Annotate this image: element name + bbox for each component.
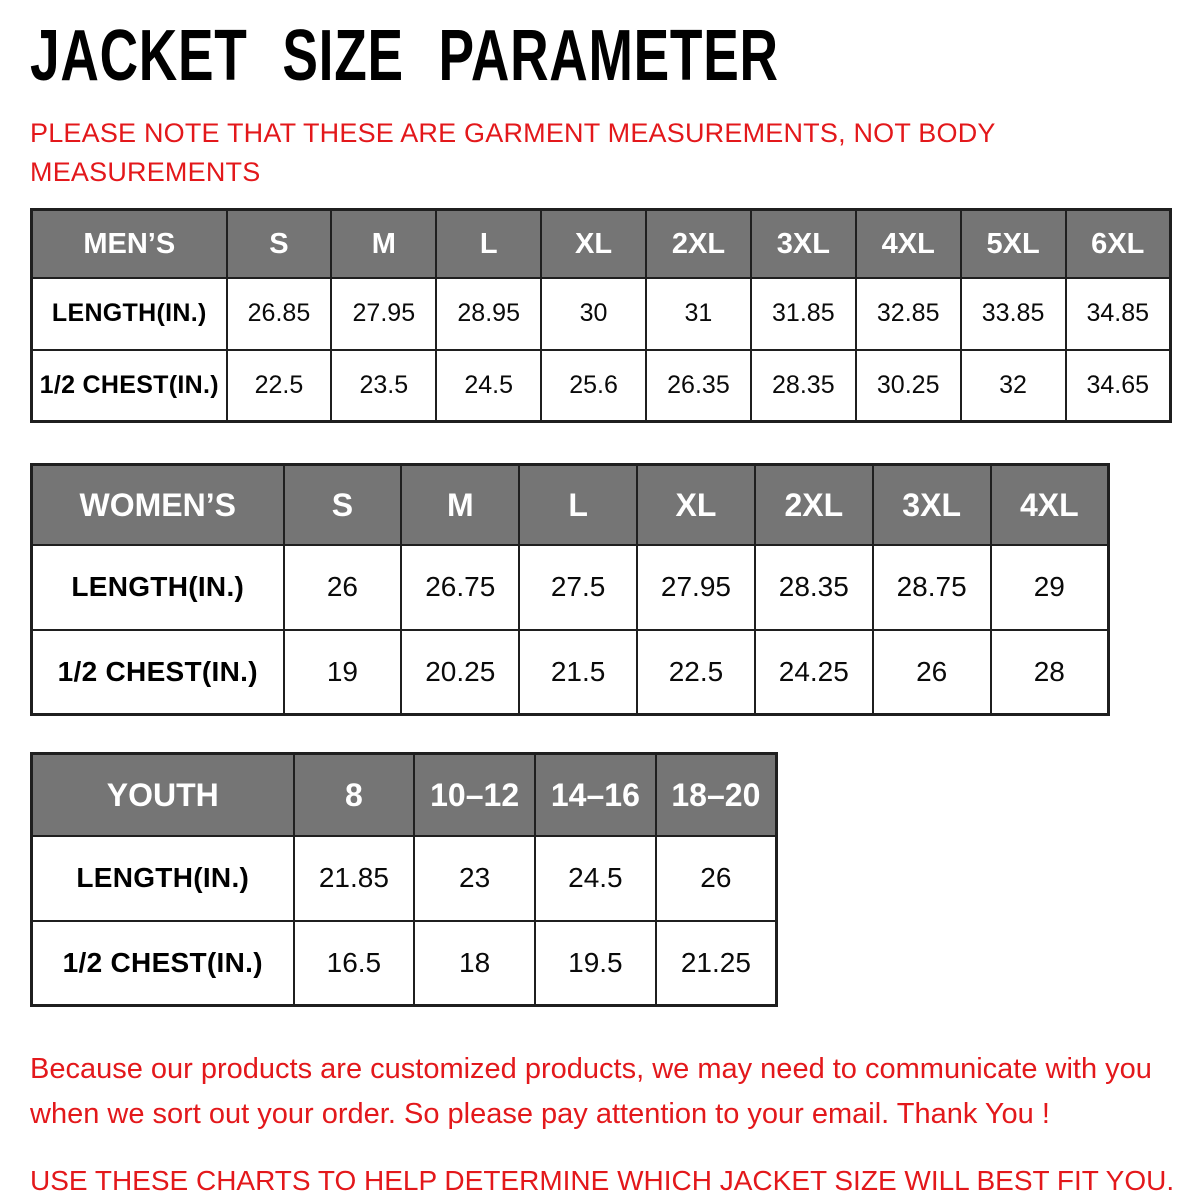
womens-size-header-4: 2XL <box>755 465 873 545</box>
womens-table-body <box>32 545 1109 715</box>
measurement-note-line-1: PLEASE NOTE THAT THESE ARE GARMENT MEASUREMENTS, NOT BODY <box>30 118 996 148</box>
youth-group-label: YOUTH <box>32 754 294 836</box>
youth-row-label-0: LENGTH(IN.) <box>32 836 294 921</box>
youth-value-1-0: 16.5 <box>294 921 415 1006</box>
womens-value-0-4: 28.35 <box>755 545 873 630</box>
mens-size-table <box>30 208 1172 423</box>
mens-value-0-5: 31.85 <box>751 278 856 350</box>
youth-value-0-2: 24.5 <box>535 836 656 921</box>
womens-size-header-2: L <box>519 465 637 545</box>
page-title: JACKET SIZE PARAMETER <box>30 16 779 96</box>
youth-header-row <box>32 754 777 836</box>
mens-size-header-4: 2XL <box>646 210 751 278</box>
mens-data-row-0 <box>32 278 1171 350</box>
womens-table-header <box>32 465 1109 545</box>
womens-value-0-0: 26 <box>284 545 402 630</box>
mens-row-label-0: LENGTH(IN.) <box>32 278 227 350</box>
mens-value-1-4: 26.35 <box>646 350 751 422</box>
youth-value-0-1: 23 <box>414 836 535 921</box>
womens-size-table <box>30 463 1110 716</box>
womens-value-0-2: 27.5 <box>519 545 637 630</box>
youth-size-header-1: 10–12 <box>414 754 535 836</box>
youth-data-row-0 <box>32 836 777 921</box>
mens-value-0-3: 30 <box>541 278 646 350</box>
mens-value-0-8: 34.85 <box>1066 278 1171 350</box>
mens-size-header-7: 5XL <box>961 210 1066 278</box>
mens-size-header-5: 3XL <box>751 210 856 278</box>
customization-note <box>30 1047 1170 1137</box>
womens-size-header-6: 4XL <box>991 465 1109 545</box>
mens-data-row-1 <box>32 350 1171 422</box>
mens-size-header-6: 4XL <box>856 210 961 278</box>
mens-value-0-4: 31 <box>646 278 751 350</box>
womens-value-0-1: 26.75 <box>401 545 519 630</box>
youth-size-header-2: 14–16 <box>535 754 656 836</box>
womens-value-0-6: 29 <box>991 545 1109 630</box>
mens-value-1-2: 24.5 <box>436 350 541 422</box>
mens-value-1-8: 34.65 <box>1066 350 1171 422</box>
mens-value-0-2: 28.95 <box>436 278 541 350</box>
womens-value-1-0: 19 <box>284 630 402 715</box>
womens-group-label: WOMEN’S <box>32 465 284 545</box>
youth-value-1-1: 18 <box>414 921 535 1006</box>
womens-value-1-2: 21.5 <box>519 630 637 715</box>
mens-value-1-3: 25.6 <box>541 350 646 422</box>
mens-size-header-8: 6XL <box>1066 210 1171 278</box>
youth-size-header-3: 18–20 <box>656 754 777 836</box>
womens-data-row-0 <box>32 545 1109 630</box>
womens-size-header-0: S <box>284 465 402 545</box>
mens-table-body <box>32 278 1171 422</box>
womens-header-row <box>32 465 1109 545</box>
measurement-note <box>30 114 1170 192</box>
mens-size-header-1: M <box>331 210 436 278</box>
mens-value-1-7: 32 <box>961 350 1066 422</box>
womens-size-header-1: M <box>401 465 519 545</box>
youth-table-body <box>32 836 777 1006</box>
mens-value-1-0: 22.5 <box>227 350 332 422</box>
mens-size-header-0: S <box>227 210 332 278</box>
womens-value-1-6: 28 <box>991 630 1109 715</box>
womens-value-0-5: 28.75 <box>873 545 991 630</box>
mens-value-0-1: 27.95 <box>331 278 436 350</box>
womens-value-0-3: 27.95 <box>637 545 755 630</box>
youth-row-label-1: 1/2 CHEST(IN.) <box>32 921 294 1006</box>
customization-note-line-1: Because our products are customized products, we may need to communicate with you <box>30 1053 1152 1086</box>
mens-table-header <box>32 210 1171 278</box>
womens-row-label-1: 1/2 CHEST(IN.) <box>32 630 284 715</box>
youth-value-1-2: 19.5 <box>535 921 656 1006</box>
usage-note: USE THESE CHARTS TO HELP DETERMINE WHICH JACKET SIZE WILL BEST FIT YOU. <box>30 1165 1175 1197</box>
womens-size-header-3: XL <box>637 465 755 545</box>
mens-value-1-5: 28.35 <box>751 350 856 422</box>
youth-size-header-0: 8 <box>294 754 415 836</box>
womens-value-1-3: 22.5 <box>637 630 755 715</box>
womens-value-1-5: 26 <box>873 630 991 715</box>
mens-value-1-6: 30.25 <box>856 350 961 422</box>
mens-row-label-1: 1/2 CHEST(IN.) <box>32 350 227 422</box>
womens-size-header-5: 3XL <box>873 465 991 545</box>
mens-group-label: MEN’S <box>32 210 227 278</box>
mens-header-row <box>32 210 1171 278</box>
womens-value-1-4: 24.25 <box>755 630 873 715</box>
youth-value-1-3: 21.25 <box>656 921 777 1006</box>
mens-value-1-1: 23.5 <box>331 350 436 422</box>
youth-value-0-3: 26 <box>656 836 777 921</box>
measurement-note-line-2: MEASUREMENTS <box>30 157 261 188</box>
youth-table-header <box>32 754 777 836</box>
mens-size-header-3: XL <box>541 210 646 278</box>
mens-size-header-2: L <box>436 210 541 278</box>
customization-note-line-2: when we sort out your order. So please pay attention to your email. Thank You ! <box>30 1098 1050 1131</box>
mens-value-0-0: 26.85 <box>227 278 332 350</box>
mens-value-0-7: 33.85 <box>961 278 1066 350</box>
youth-data-row-1 <box>32 921 777 1006</box>
womens-value-1-1: 20.25 <box>401 630 519 715</box>
mens-value-0-6: 32.85 <box>856 278 961 350</box>
youth-size-table <box>30 752 778 1007</box>
womens-row-label-0: LENGTH(IN.) <box>32 545 284 630</box>
womens-data-row-1 <box>32 630 1109 715</box>
youth-value-0-0: 21.85 <box>294 836 415 921</box>
